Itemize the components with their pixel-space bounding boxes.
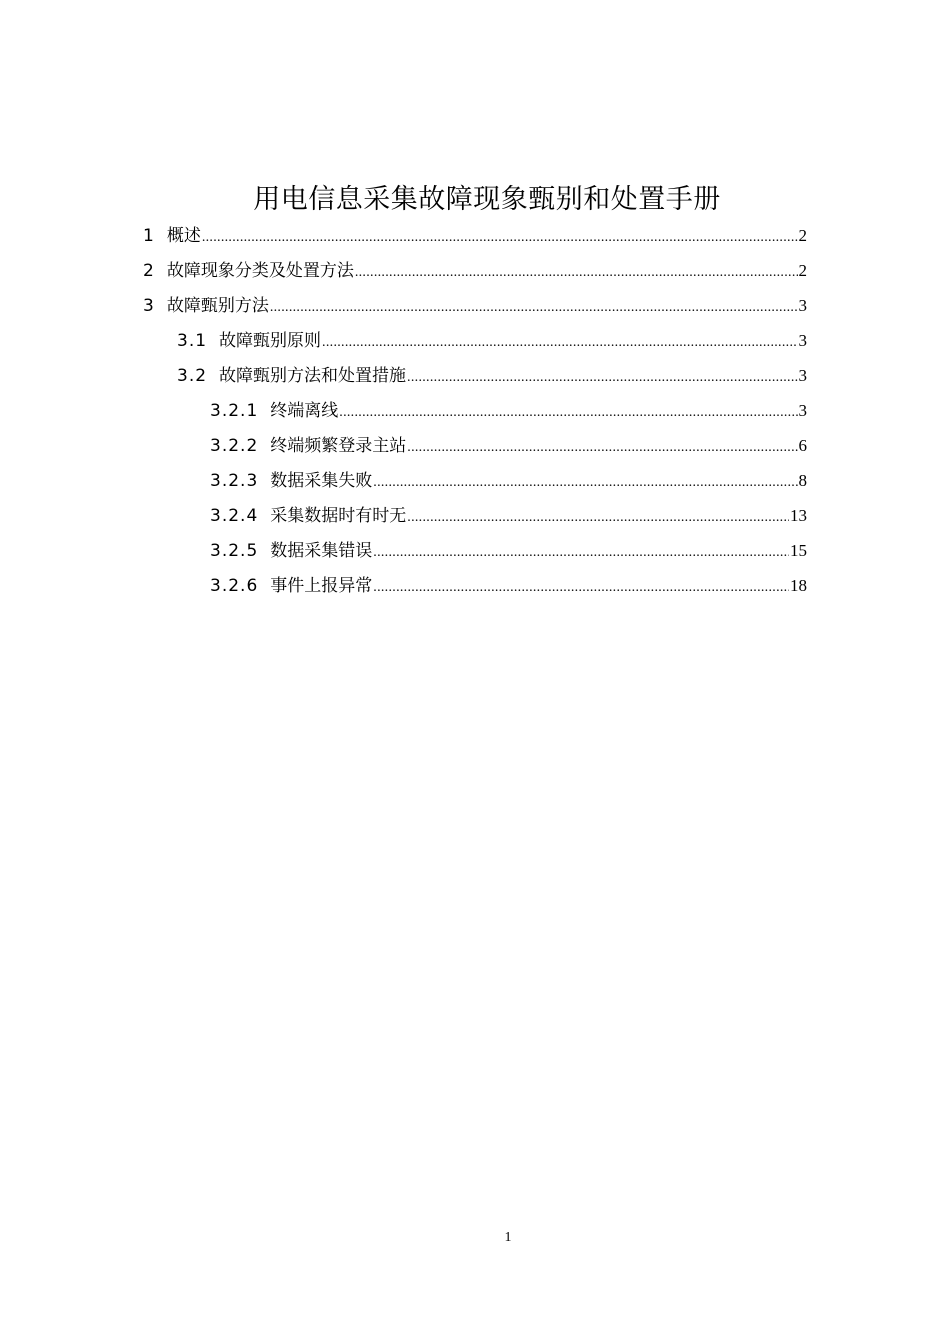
toc-entry-page: 2 [798, 261, 807, 280]
toc-entry-title: 终端频繁登录主站 [270, 436, 407, 456]
toc-dot-leader [202, 220, 798, 255]
document-title: 用电信息采集故障现象甄别和处置手册 [253, 184, 721, 216]
toc-entry-title: 概述 [166, 226, 201, 246]
toc-dot-leader [373, 535, 789, 570]
toc-dot-leader [407, 500, 789, 535]
toc-entry-number: 3.2.2 [210, 436, 259, 456]
toc-entry[interactable] [143, 358, 807, 393]
toc-dot-leader [373, 570, 789, 605]
toc-entry-number: 3 [143, 296, 155, 316]
toc-entry-page: 6 [798, 436, 807, 455]
toc-dot-leader [407, 430, 797, 465]
table-of-contents [143, 218, 807, 603]
toc-entry-number: 2 [143, 261, 155, 281]
toc-entry-title: 数据采集错误 [270, 541, 373, 561]
toc-entry-number: 1 [143, 226, 155, 246]
toc-entry-number: 3.2.4 [210, 506, 259, 526]
toc-entry-title: 事件上报异常 [270, 576, 373, 596]
toc-entry-page: 2 [798, 226, 807, 245]
toc-entry[interactable] [143, 323, 807, 358]
toc-entry[interactable] [143, 568, 807, 603]
toc-entry-title: 数据采集失败 [270, 471, 373, 491]
toc-entry[interactable] [143, 253, 807, 288]
toc-entry-number: 3.1 [177, 331, 208, 351]
toc-entry[interactable] [143, 533, 807, 568]
toc-entry-title: 故障甄别原则 [219, 331, 322, 351]
page-number: 1 [504, 1230, 512, 1245]
toc-entry-number: 3.2 [177, 366, 208, 386]
toc-dot-leader [270, 290, 798, 325]
toc-dot-leader [339, 395, 797, 430]
toc-entry[interactable] [143, 393, 807, 428]
toc-entry-number: 3.2.1 [210, 401, 259, 421]
toc-dot-leader [407, 360, 797, 395]
toc-dot-leader [373, 465, 797, 500]
toc-entry-page: 15 [790, 541, 807, 560]
toc-entry-title: 故障甄别方法和处置措施 [219, 366, 407, 386]
toc-entry-page: 18 [790, 576, 807, 595]
toc-entry-title: 故障甄别方法 [166, 296, 269, 316]
toc-entry-page: 3 [798, 296, 807, 315]
toc-entry-page: 3 [798, 331, 807, 350]
toc-entry-number: 3.2.5 [210, 541, 259, 561]
toc-entry-page: 13 [790, 506, 807, 525]
toc-entry-title: 采集数据时有时无 [270, 506, 407, 526]
toc-dot-leader [355, 255, 798, 290]
toc-entry[interactable] [143, 498, 807, 533]
toc-entry-title: 故障现象分类及处置方法 [166, 261, 354, 281]
toc-entry-number: 3.2.3 [210, 471, 259, 491]
toc-entry-page: 3 [798, 401, 807, 420]
toc-entry-title: 终端离线 [270, 401, 339, 421]
toc-entry[interactable] [143, 428, 807, 463]
toc-entry-page: 8 [798, 471, 807, 490]
toc-entry[interactable] [143, 288, 807, 323]
toc-entry-page: 3 [798, 366, 807, 385]
toc-entry-number: 3.2.6 [210, 576, 259, 596]
toc-dot-leader [322, 325, 797, 360]
toc-entry[interactable] [143, 218, 807, 253]
toc-entry[interactable] [143, 463, 807, 498]
